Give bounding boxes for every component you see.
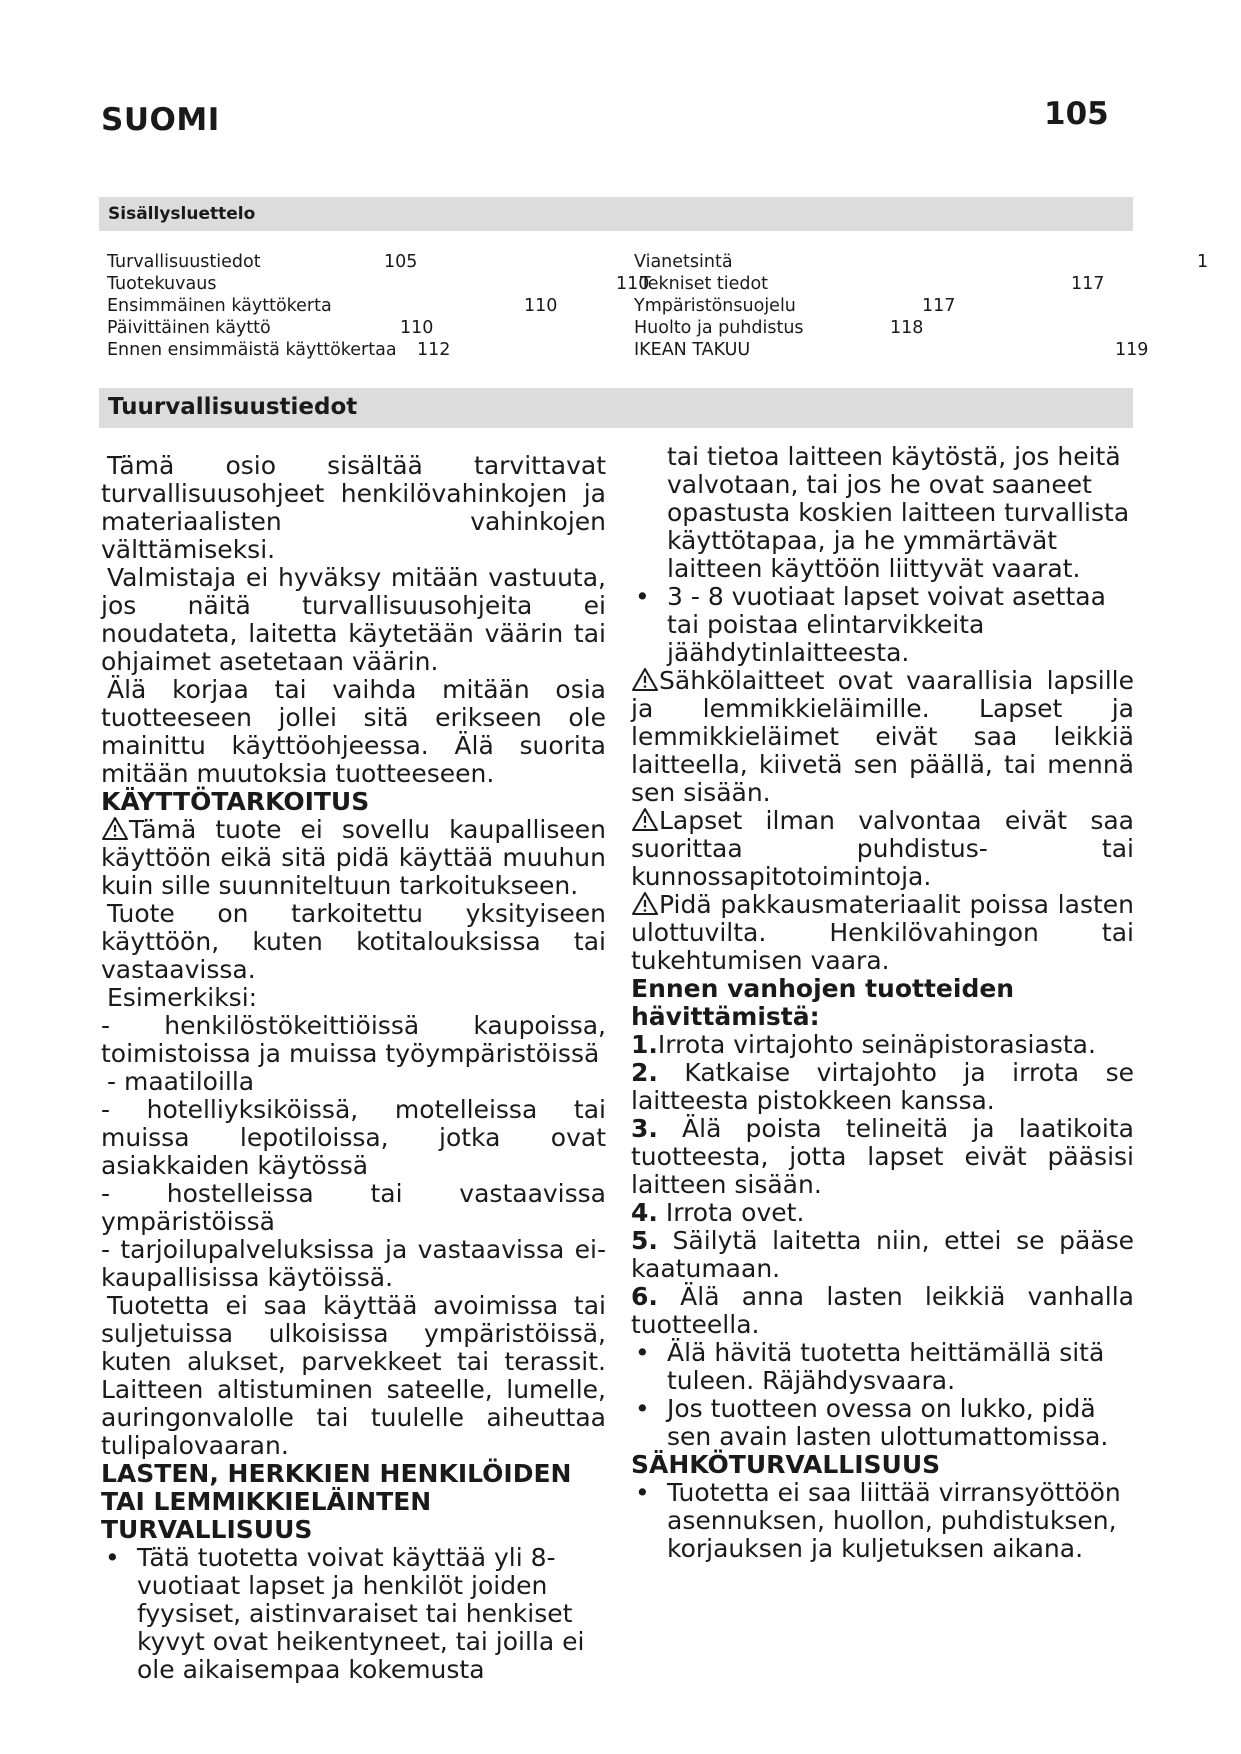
warning-icon bbox=[631, 891, 659, 916]
bullet-fire-disposal: • Älä hävitä tuotetta heittämällä sitä tuleen. Räjähdysvaara. bbox=[635, 1338, 1105, 1395]
toc-title: Sisällysluettelo bbox=[108, 204, 256, 224]
toc-item-label: Ensimmäinen käyttökerta bbox=[107, 296, 332, 316]
step-number: 2. bbox=[631, 1058, 658, 1087]
toc-item-label: Päivittäinen käyttö bbox=[107, 318, 271, 338]
toc-item-label: Tuotekuvaus bbox=[107, 274, 217, 294]
step-number: 1. bbox=[631, 1030, 658, 1059]
bullet-dot: • bbox=[635, 1338, 650, 1367]
left-column bbox=[101, 452, 606, 1684]
toc-item-label: Vianetsintä bbox=[634, 252, 733, 272]
page-language-header: SUOMI bbox=[101, 102, 220, 138]
electric-appliance-warning: Sähkölaitteet ovat vaarallisia lapsille ja lemmikkieläimille. Lapset ja lemmikkieläimet eivät saa leikkiä laitteella, kiivetä sen päällä, tai mennä sen sisään. bbox=[631, 666, 1134, 807]
toc-item-page: 117 bbox=[922, 296, 956, 316]
bullet-door-lock: • Jos tuotteen ovessa on lukko, pidä sen avain lasten ulottumattomissa. bbox=[635, 1394, 1109, 1451]
bullet-dot: • bbox=[635, 1394, 650, 1423]
disposal-step: 3. Älä poista telineitä ja laatikoita tuotteesta, jotta lapset eivät pääsisi laitteen sisään. bbox=[631, 1114, 1134, 1199]
toc-item-page: 118 bbox=[890, 318, 924, 338]
step-number: 5. bbox=[631, 1226, 658, 1255]
toc-title-bar bbox=[99, 197, 1133, 231]
liability-paragraph: Valmistaja ei hyväksy mitään vastuuta, jos näitä turvallisuusohjeita ei noudateta, laitetta käytetään väärin tai ohjaimet asetetaan väärin. bbox=[101, 563, 606, 676]
heading-children-safety: LASTEN, HERKKIEN HENKILÖIDEN TAI LEMMIKKIELÄINTEN TURVALLISUUS bbox=[101, 1459, 572, 1544]
disposal-step: 5. Säilytä laitetta niin, ettei se pääse kaatumaan. bbox=[631, 1226, 1134, 1283]
bullet-children-usage-continued: tai tietoa laitteen käytöstä, jos heitä valvotaan, tai jos he ovat saaneet opastusta koskien laitteen turvallista käyttötapaa, ja he ymmärtävät laitteen käyttöön liittyvät vaarat. bbox=[667, 442, 1130, 583]
bullet-children-3-8: • 3 - 8 vuotiaat lapset voivat asettaa tai poistaa elintarvikkeita jäähdytinlaitteesta. bbox=[635, 582, 1106, 667]
toc-item-page: 117 bbox=[1071, 274, 1105, 294]
bullet-children-usage: • Tätä tuotetta voivat käyttää yli 8-vuotiaat lapset ja henkilöt joiden fyysiset, aistinvaraiset tai henkiset kyvyt ovat heikentyneet, tai joilla ei ole aikaisempaa kokemusta bbox=[105, 1543, 585, 1684]
bullet-dot: • bbox=[635, 582, 650, 611]
toc-item-label: Ennen ensimmäistä käyttökertaa bbox=[107, 340, 397, 360]
warning-icon bbox=[631, 807, 659, 832]
step-number: 3. bbox=[631, 1114, 658, 1143]
page-number: 105 bbox=[1044, 96, 1109, 132]
cleaning-warning: Lapset ilman valvontaa eivät saa suorittaa puhdistus- tai kunnossapitotoimintoja. bbox=[631, 806, 1134, 891]
toc-item-label: Tekniset tiedot bbox=[640, 274, 769, 294]
private-use-paragraph: Tuote on tarkoitettu yksityiseen käyttöön, kuten kotitalouksissa tai vastaavissa. bbox=[101, 899, 606, 984]
outdoor-use-paragraph: Tuotetta ei saa käyttää avoimissa tai suljetuissa ulkoisissa ympäristöissä, kuten alukset, parvekkeet tai terassit. Laitteen altistuminen sateelle, lumelle, auringonvalolle tai tuulelle aiheuttaa tulipalovaaran. bbox=[101, 1291, 606, 1460]
toc-item-page: 112 bbox=[417, 340, 451, 360]
packaging-warning: Pidä pakkausmateriaalit poissa lasten ulottuvilta. Henkilövahingon tai tukehtumisen vaara. bbox=[631, 890, 1134, 975]
example-item: - hostelleissa tai vastaavissa ympäristöissä bbox=[101, 1179, 606, 1236]
heading-electrical-safety: SÄHKÖTURVALLISUUS bbox=[631, 1450, 941, 1479]
toc-item-page: 110 bbox=[616, 274, 650, 294]
bullet-electric-disconnect: • Tuotetta ei saa liittää virransyöttöön asennuksen, huollon, puhdistuksen, korjauksen ja kuljetuksen aikana. bbox=[635, 1478, 1121, 1563]
heading-disposal: Ennen vanhojen tuotteiden hävittämistä: bbox=[631, 974, 1015, 1031]
step-number: 4. bbox=[631, 1198, 658, 1227]
section-title-bar bbox=[99, 388, 1133, 428]
bullet-dot: • bbox=[105, 1543, 120, 1572]
warning-icon bbox=[631, 667, 659, 692]
warning-icon bbox=[101, 816, 129, 841]
disposal-step: 2. Katkaise virtajohto ja irrota se laitteesta pistokkeen kanssa. bbox=[631, 1058, 1134, 1115]
toc-item-label: Ympäristönsuojelu bbox=[634, 296, 796, 316]
toc-item-label: Huolto ja puhdistus bbox=[634, 318, 804, 338]
example-item: - maatiloilla bbox=[107, 1067, 255, 1096]
toc-item-page: 119 bbox=[1115, 340, 1149, 360]
bullet-dot: • bbox=[635, 1478, 650, 1507]
section-title: Tuurvallisuustiedot bbox=[108, 394, 358, 420]
disposal-step: 1.Irrota virtajohto seinäpistorasiasta. bbox=[631, 1030, 1096, 1059]
toc-item-page: 110 bbox=[524, 296, 558, 316]
right-column bbox=[631, 443, 1134, 1563]
toc-item-page: 110 bbox=[400, 318, 434, 338]
disposal-step: 4. Irrota ovet. bbox=[631, 1198, 805, 1227]
example-item: - tarjoilupalveluksissa ja vastaavissa ei-kaupallisissa käytöissä. bbox=[101, 1235, 606, 1292]
toc-item-label: IKEAN TAKUU bbox=[634, 340, 751, 360]
disposal-step: 6. Älä anna lasten leikkiä vanhalla tuotteella. bbox=[631, 1282, 1134, 1339]
intro-paragraph: Tämä osio sisältää tarvittavat turvallisuusohjeet henkilövahinkojen ja materiaalisten vahinkojen välttämiseksi. bbox=[101, 451, 606, 564]
toc-item-page: 1 bbox=[1197, 252, 1209, 272]
no-repair-paragraph: Älä korjaa tai vaihda mitään osia tuotteeseen jollei sitä erikseen ole mainittu käyttöohjeessa. Älä suorita mitään muutoksia tuotteeseen. bbox=[101, 675, 606, 788]
toc-item-page: 105 bbox=[384, 252, 418, 272]
toc-item-label: Turvallisuustiedot bbox=[107, 252, 261, 272]
example-item: - hotelliyksiköissä, motelleissa tai muissa lepotiloissa, jotka ovat asiakkaiden käytössä bbox=[101, 1095, 606, 1180]
heading-intended-use: KÄYTTÖTARKOITUS bbox=[101, 787, 370, 816]
step-number: 6. bbox=[631, 1282, 658, 1311]
commercial-use-warning: Tämä tuote ei sovellu kaupalliseen käyttöön eikä sitä pidä käyttää muuhun kuin sille suunniteltuun tarkoitukseen. bbox=[101, 815, 606, 900]
examples-label: Esimerkiksi: bbox=[107, 983, 258, 1012]
example-item: - henkilöstökeittiöissä kaupoissa, toimistoissa ja muissa työympäristöissä bbox=[101, 1011, 606, 1068]
